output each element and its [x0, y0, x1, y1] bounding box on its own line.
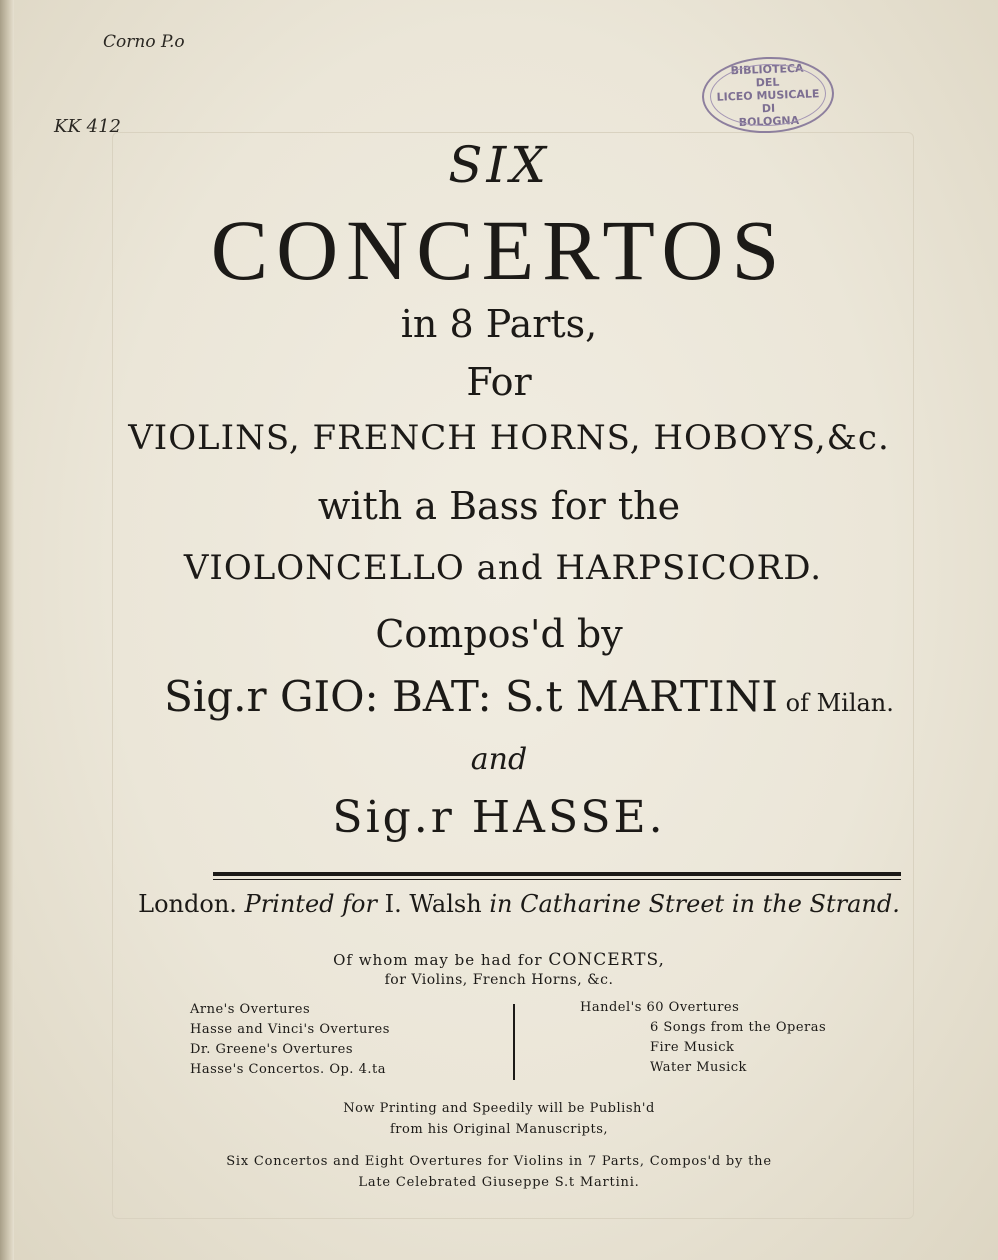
catalogue-heading-caps: CONCERTS,	[548, 950, 665, 970]
composer-martini-name: Sig.r GIO: BAT: S.t MARTINI	[164, 672, 778, 721]
stamp-line: LICEO MUSICALE	[716, 86, 820, 104]
stamp-line: BOLOGNA	[738, 113, 800, 129]
imprint-city: London.	[138, 890, 237, 918]
double-rule-thick	[213, 872, 901, 876]
title-bass: with a Bass for the	[317, 484, 681, 528]
notice-line: Now Printing and Speedily will be Publish'd	[343, 1101, 655, 1116]
catalogue-item: 6 Songs from the Operas	[650, 1020, 827, 1035]
title-six: SIX	[448, 136, 550, 194]
title-parts: in 8 Parts,	[400, 302, 598, 346]
handwritten-note: Corno P.o	[103, 32, 185, 52]
catalogue-left-column	[190, 1000, 390, 1080]
catalogue-heading	[0, 950, 998, 970]
catalogue-item: Water Musick	[650, 1060, 747, 1075]
catalogue-item: Hasse's Concertos. Op. 4.ta	[190, 1062, 386, 1077]
imprint	[0, 890, 998, 918]
catalogue-right-column	[580, 998, 826, 1078]
stamp-line: DEL	[755, 75, 780, 89]
shelfmark: KK 412	[54, 116, 121, 137]
imprint-address: in Catharine Street in the Strand.	[489, 890, 900, 918]
catalogue-item: Dr. Greene's Overtures	[190, 1042, 353, 1057]
notice-line: from his Original Manuscripts,	[389, 1122, 609, 1137]
composer-martini	[0, 672, 998, 721]
composer-martini-origin: of Milan.	[777, 689, 894, 717]
catalogue-subheading: for Violins, French Horns, &c.	[384, 972, 614, 988]
composed-by: Compos'd by	[375, 612, 623, 656]
stamp-line: BIBLIOTECA	[730, 61, 804, 77]
stamp-line: DI	[761, 101, 776, 115]
catalogue-item: Arne's Overtures	[190, 1002, 311, 1017]
title-instruments: VIOLINS, FRENCH HORNS, HOBOYS,&c.	[128, 418, 890, 458]
catalogue-item: Hasse and Vinci's Overtures	[190, 1022, 390, 1037]
composer-hasse: Sig.r HASSE.	[332, 792, 666, 843]
title-and: and	[470, 742, 528, 777]
notice-line: Six Concertos and Eight Overtures for Violins in 7 Parts, Compos'd by the	[226, 1154, 772, 1169]
imprint-printer: I. Walsh	[384, 890, 482, 918]
catalogue-item: Handel's 60 Overtures	[580, 1000, 740, 1015]
catalogue-heading-text: Of whom may be had for	[333, 951, 549, 969]
column-divider	[513, 1004, 515, 1080]
title-for: For	[466, 360, 532, 404]
title-concertos: CONCERTOS	[210, 202, 788, 298]
catalogue-item: Fire Musick	[650, 1040, 735, 1055]
title-continuo: VIOLONCELLO and HARPSICORD.	[183, 548, 823, 588]
notice-line: Late Celebrated Giuseppe S.t Martini.	[358, 1175, 640, 1190]
double-rule-thin	[213, 879, 901, 880]
imprint-printed-for: Printed for	[244, 890, 377, 918]
library-stamp	[701, 55, 836, 136]
stamp-ring	[709, 62, 827, 128]
